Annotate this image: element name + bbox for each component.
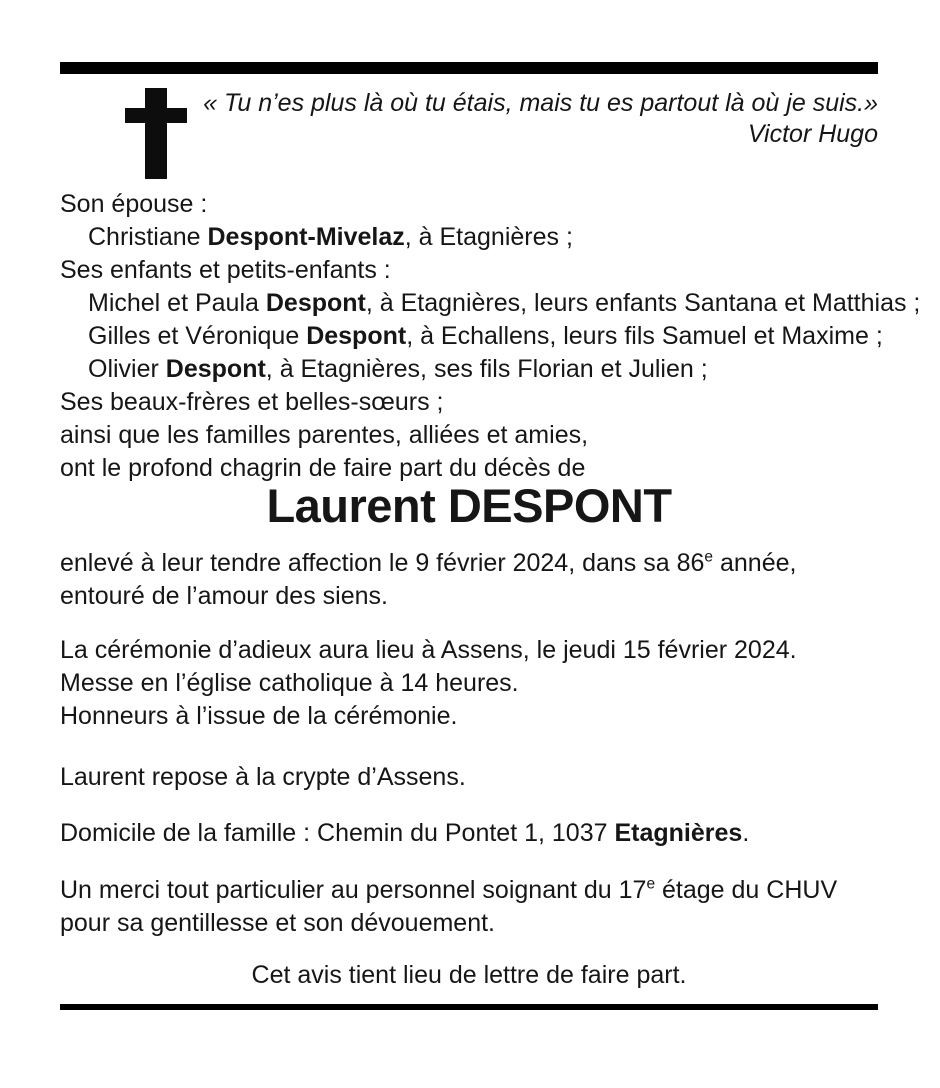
ceremony-line-1: La cérémonie d’adieux aura lieu à Assens, le jeudi 15 février 2024. xyxy=(60,636,797,664)
thanks-section xyxy=(60,874,878,940)
repose-line: Laurent repose à la crypte d’Assens. xyxy=(60,763,466,791)
family-surname-bold: Despont xyxy=(165,355,266,383)
family-line-text: Olivier xyxy=(88,355,166,383)
family-section xyxy=(60,188,921,485)
family-surname-bold: Despont xyxy=(306,322,407,350)
family-line-children-label: Ses enfants et petits-enfants : xyxy=(60,256,391,284)
family-line-announcement: ont le profond chagrin de faire part du décès de xyxy=(60,454,586,482)
domicile-line xyxy=(60,817,878,850)
top-rule xyxy=(60,62,878,74)
epigraph-quote: « Tu n’es plus là où tu étais, mais tu es partout là où je suis.» xyxy=(203,89,878,117)
domicile-text: Domicile de la famille : Chemin du Pontet 1, 1037 xyxy=(60,819,615,847)
domicile-town-bold: Etagnières xyxy=(614,819,743,847)
announcement-section xyxy=(60,547,878,613)
family-line-text: Gilles et Véronique xyxy=(88,322,307,350)
announcement-line-1 xyxy=(60,547,878,580)
deceased-name: Laurent DESPONT xyxy=(266,479,672,532)
announcement-text: enlevé à leur tendre affection le 9 février 2024, dans sa 86 xyxy=(60,549,705,577)
family-line-child-3 xyxy=(60,353,878,386)
family-line-child-2 xyxy=(60,320,883,353)
family-surname-bold: Despont xyxy=(265,289,366,317)
thanks-text: Un merci tout particulier au personnel soignant du 17 xyxy=(60,876,647,904)
family-line-text: , à Echallens, leurs fils Samuel et Maxime ; xyxy=(406,322,883,350)
family-line-text: Christiane xyxy=(88,223,208,251)
family-line-inlaws: Ses beaux-frères et belles-sœurs ; xyxy=(60,388,444,416)
family-line-relatives: ainsi que les familles parentes, alliées et amies, xyxy=(60,421,589,449)
family-line-text: , à Etagnières ; xyxy=(404,223,573,251)
bottom-rule xyxy=(60,1004,878,1010)
family-line-text: , à Etagnières, ses fils Florian et Julien ; xyxy=(265,355,708,383)
thanks-line-2: pour sa gentillesse et son dévouement. xyxy=(60,909,495,937)
epigraph-author: Victor Hugo xyxy=(747,120,878,148)
family-line-spouse-label: Son épouse : xyxy=(60,190,208,218)
cross-vertical-bar xyxy=(145,88,167,179)
faire-part-notice: Cet avis tient lieu de lettre de faire part. xyxy=(251,961,687,989)
family-line-text: Michel et Paula xyxy=(88,289,266,317)
ceremony-line-2: Messe en l’église catholique à 14 heures. xyxy=(60,669,519,697)
ceremony-section xyxy=(60,634,878,733)
cross-horizontal-bar xyxy=(125,108,187,123)
thanks-text: étage du CHUV xyxy=(655,876,838,904)
announcement-line-2: entouré de l’amour des siens. xyxy=(60,582,388,610)
family-line-child-1 xyxy=(60,287,921,320)
domicile-text: . xyxy=(742,819,750,847)
ordinal-superscript: e xyxy=(704,548,714,566)
epigraph xyxy=(203,88,878,150)
thanks-line-1 xyxy=(60,874,878,907)
family-line-spouse xyxy=(60,221,878,254)
family-surname-bold: Despont-Mivelaz xyxy=(207,223,405,251)
ordinal-superscript: e xyxy=(646,875,656,893)
christian-cross-icon xyxy=(125,88,187,179)
family-line-text: , à Etagnières, leurs enfants Santana et Matthias ; xyxy=(365,289,921,317)
announcement-text: année, xyxy=(713,549,797,577)
ceremony-line-3: Honneurs à l’issue de la cérémonie. xyxy=(60,702,458,730)
